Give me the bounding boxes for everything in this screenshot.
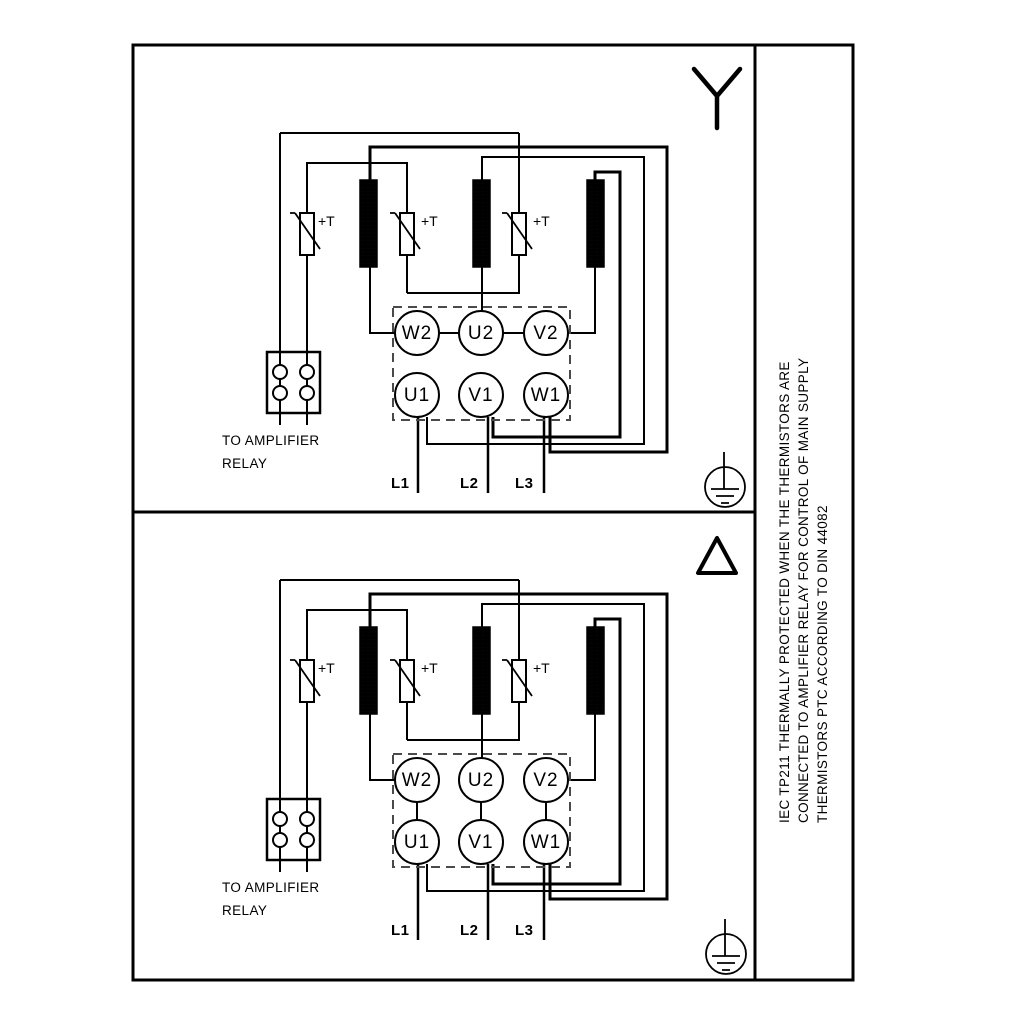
thermistor-symbol	[290, 213, 320, 255]
delta-panel	[267, 538, 746, 974]
relay-caption: TO AMPLIFIER	[222, 433, 320, 448]
terminal-label-v1: V1	[468, 385, 494, 406]
thermistor-label: +T	[318, 660, 335, 676]
relay-caption: TO AMPLIFIER	[222, 880, 320, 895]
thermistor-label: +T	[533, 213, 550, 229]
thermistor-symbol	[502, 660, 532, 702]
terminal-label-w2: W2	[401, 323, 433, 344]
earth-ground-icon	[705, 452, 745, 507]
thermistor-label: +T	[318, 213, 335, 229]
side-note-line: THERMISTORS PTC ACCORDING TO DIN 44082	[815, 505, 830, 823]
terminal-label-w1: W1	[530, 832, 562, 853]
supply-line-label-l3: L3	[515, 922, 534, 939]
relay-caption: RELAY	[222, 456, 268, 471]
star-connection-icon	[694, 69, 740, 128]
delta-connection-icon	[698, 538, 736, 573]
terminal-label-v2: V2	[533, 323, 559, 344]
thermistor-symbol	[290, 660, 320, 702]
winding-coil	[473, 180, 490, 267]
thermistor-label: +T	[533, 660, 550, 676]
side-note-line: CONNECTED TO AMPLIFIER RELAY FOR CONTROL OF MAIN SUPPLY	[796, 357, 811, 823]
terminal-label-w1: W1	[530, 385, 562, 406]
side-note	[775, 357, 835, 823]
terminal-label-u2: U2	[467, 770, 495, 791]
terminal-label-v1: V1	[468, 832, 494, 853]
supply-line-label-l2: L2	[460, 475, 479, 492]
supply-line-label-l1: L1	[391, 922, 410, 939]
supply-line-label-l1: L1	[391, 475, 410, 492]
thermistor-symbol	[390, 213, 420, 255]
winding-coil	[473, 627, 490, 714]
winding-coil	[360, 180, 377, 267]
terminal-label-u2: U2	[467, 323, 495, 344]
winding-coil	[587, 627, 604, 714]
star-panel	[267, 69, 745, 507]
relay-caption: RELAY	[222, 903, 268, 918]
terminal-label-w2: W2	[401, 770, 433, 791]
terminal-label-v2: V2	[533, 770, 559, 791]
winding-coil	[360, 627, 377, 714]
winding-coil	[587, 180, 604, 267]
earth-ground-icon	[706, 919, 746, 974]
thermistor-label: +T	[421, 213, 438, 229]
supply-line-label-l3: L3	[515, 475, 534, 492]
amplifier-relay-box	[267, 352, 320, 413]
thermistor-symbol	[502, 213, 532, 255]
terminal-label-u1: U1	[403, 385, 431, 406]
amplifier-relay-box	[267, 799, 320, 860]
side-note-line: IEC TP211 THERMALLY PROTECTED WHEN THE THERMISTORS ARE	[777, 361, 792, 823]
supply-line-label-l2: L2	[460, 922, 479, 939]
thermistor-symbol	[390, 660, 420, 702]
thermistor-label: +T	[421, 660, 438, 676]
terminal-label-u1: U1	[403, 832, 431, 853]
